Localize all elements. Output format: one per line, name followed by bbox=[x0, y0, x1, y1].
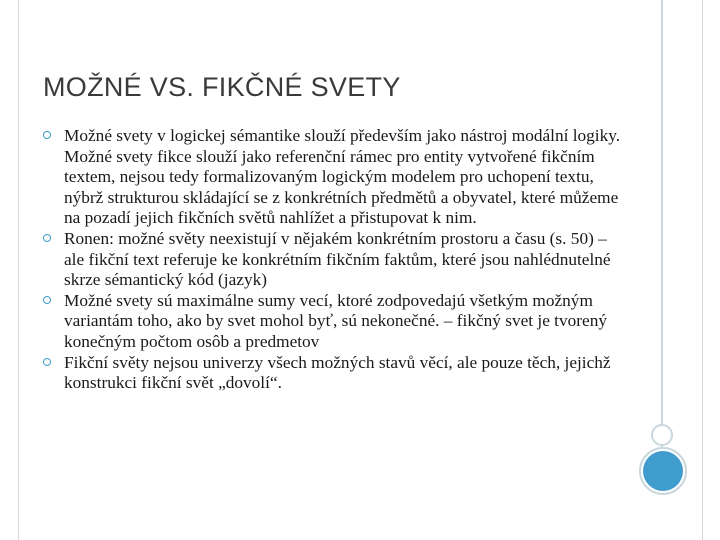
slide-title: MOŽNÉ VS. FIKČNÉ SVETY bbox=[43, 72, 401, 102]
bullet-text: Fikční světy nejsou univerzy všech možných stavů věcí, ale pouze těch, jejichž konstrukci fikční svět „dovolí“. bbox=[64, 352, 611, 393]
bullet-circle-icon bbox=[43, 234, 51, 242]
bullet-circle-icon bbox=[43, 358, 51, 366]
bullet-circle-icon bbox=[43, 296, 51, 304]
decorative-small-ring-icon bbox=[651, 424, 673, 446]
bullet-text: Ronen: možné světy neexistují v nějakém konkrétním prostoru a času (s. 50) – ale fikční text referuje ke konkrétním fikčním faktům, které jsou nahlédnutelné skrze sémantický kód (jazyk) bbox=[64, 228, 611, 290]
bullet-circle-icon bbox=[43, 131, 51, 139]
decorative-vertical-line bbox=[661, 0, 663, 455]
blue-circle-icon bbox=[643, 451, 683, 491]
bullet-item bbox=[43, 353, 623, 394]
bullet-item bbox=[43, 126, 623, 229]
bullet-text: Možné svety v logickej sémantike slouží především jako nástroj modální logiky. Možné svety fikce slouží jako referenční rámec pro entity vytvořené fikčním textem, nejsou tedy formalizovaným logickým modelem pro uchopení textu, nýbrž strukturou skládající se z konkrétních předmětů a obyvatel, které můžeme na pozadí jejich fikčních světů nahlížet a přistupovat k nim. bbox=[64, 126, 621, 228]
bullet-item bbox=[43, 291, 623, 353]
bullet-item bbox=[43, 229, 623, 291]
bullet-list bbox=[43, 126, 623, 394]
bullet-text: Možné svety sú maximálne sumy vecí, ktoré zodpovedajú všetkým možným variantám toho, ako by svet mohol byť, sú nekonečné. – fikčný svet je tvorený konečným počtom osôb a predmetov bbox=[64, 290, 607, 351]
